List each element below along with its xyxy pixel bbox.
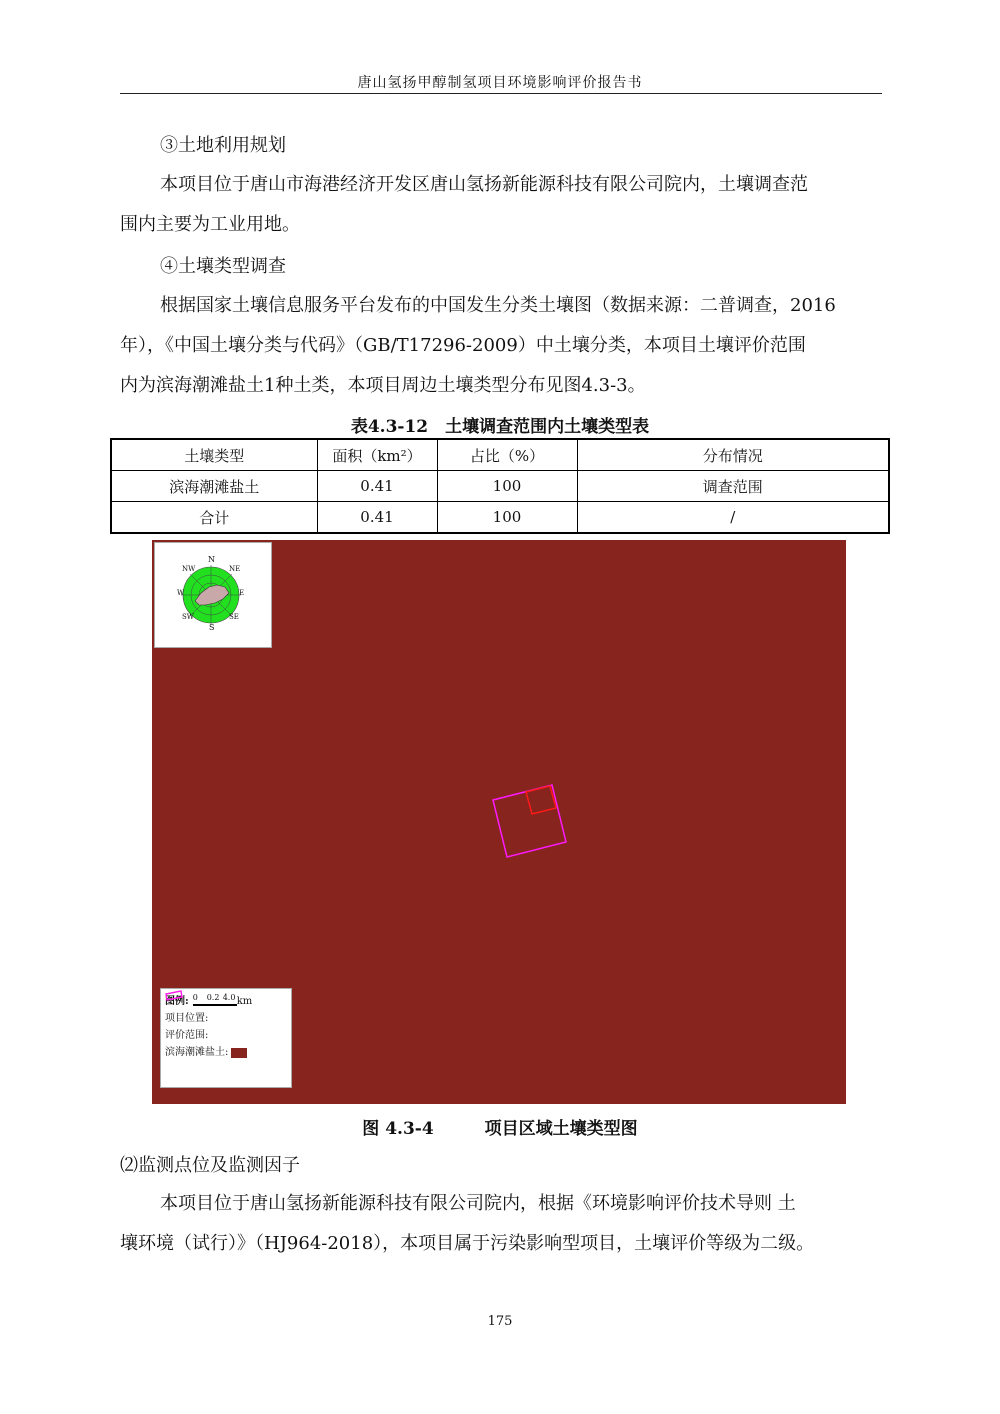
soil-type-table — [110, 438, 890, 534]
figure-caption: 图 4.3-4 项目区域土壤类型图 — [362, 1119, 638, 1139]
page-number: 175 — [487, 1314, 513, 1329]
table-header-row — [111, 439, 889, 471]
table-header-cell: 土壤类型 — [111, 439, 317, 471]
legend-title: 图例: — [165, 996, 189, 1007]
paragraph-line: 年），《中国土壤分类与代码》（GB/T17296-2009）中土壤分类，本项目土壤评价范围 — [120, 335, 806, 356]
table-header-cell: 面积（km²） — [317, 439, 437, 471]
paragraph-line: 根据国家土壤信息服务平台发布的中国发生分类土壤图（数据来源：二普调查，2016 — [160, 295, 836, 316]
compass-label-ne: NE — [229, 565, 241, 573]
legend-label: 项目位置: — [165, 1013, 209, 1024]
table-cell: 滨海潮滩盐土 — [111, 471, 317, 502]
evaluation-range-swatch — [164, 989, 184, 1001]
scale-tick-label: 4.0 — [222, 992, 236, 1002]
scale-tick-label: 0.2 — [206, 992, 220, 1002]
paragraph-line: 围内主要为工业用地。 — [120, 214, 300, 235]
legend-row-soil — [165, 1044, 291, 1061]
header-rule — [120, 93, 882, 94]
paragraph-line: 本项目位于唐山氢扬新能源科技有限公司院内，根据《环境影响评价技术导则 土 — [160, 1193, 796, 1214]
map-legend — [160, 988, 292, 1088]
paragraph-land-use — [120, 165, 882, 245]
paragraph-line: 本项目位于唐山市海港经济开发区唐山氢扬新能源科技有限公司院内，土壤调查范 — [160, 174, 808, 195]
scale-bar-line — [193, 1004, 237, 1006]
paragraph-soil-survey — [120, 286, 882, 406]
soil-type-swatch — [231, 1048, 247, 1058]
table-row — [111, 471, 889, 502]
compass-label-w: W — [177, 589, 185, 597]
table-caption: 表4.3-12 土壤调查范围内土壤类型表 — [350, 417, 650, 437]
section-heading-land-use: ③土地利用规划 — [160, 135, 286, 156]
table-cell: 调查范围 — [577, 471, 889, 502]
compass-rose — [154, 542, 272, 648]
table-cell: 100 — [437, 502, 577, 534]
paragraph-line: 内为滨海潮滩盐土1种土类，本项目周边土壤类型分布见图4.3-3。 — [120, 375, 646, 396]
paragraph-monitoring — [120, 1184, 882, 1264]
soil-type-map — [152, 540, 846, 1104]
legend-label: 评价范围: — [165, 1030, 209, 1041]
table-cell: / — [577, 502, 889, 534]
legend-row-project — [165, 1010, 291, 1027]
compass-label-se: SE — [229, 613, 239, 621]
section-heading-monitoring: ⑵监测点位及监测因子 — [120, 1155, 300, 1176]
scale-tick-label: 0 — [192, 992, 198, 1002]
compass-label-nw: NW — [182, 565, 196, 573]
paragraph-line: 壤环境（试行）》（HJ964-2018），本项目属于污染影响型项目，土壤评价等级为二级。 — [120, 1233, 815, 1254]
section-heading-soil-type: ④土壤类型调查 — [160, 256, 286, 277]
compass-label-n: N — [208, 555, 215, 564]
table-row — [111, 502, 889, 534]
compass-label-s: S — [209, 623, 215, 632]
project-location-boundary — [526, 786, 556, 814]
page-header-title: 唐山氢扬甲醇制氢项目环境影响评价报告书 — [357, 75, 643, 91]
table-cell: 0.41 — [317, 502, 437, 534]
table-cell: 合计 — [111, 502, 317, 534]
table-cell: 100 — [437, 471, 577, 502]
compass-label-sw: SW — [182, 613, 194, 621]
legend-label: 滨海潮滩盐土: — [165, 1047, 229, 1058]
scale-unit: km — [236, 996, 253, 1007]
legend-row-range — [165, 1027, 291, 1044]
table-header-cell: 分布情况 — [577, 439, 889, 471]
table-cell: 0.41 — [317, 471, 437, 502]
scale-bar — [193, 994, 237, 1010]
evaluation-range-boundary — [493, 785, 566, 857]
table-header-cell: 占比（%） — [437, 439, 577, 471]
compass-label-e: E — [239, 589, 245, 597]
